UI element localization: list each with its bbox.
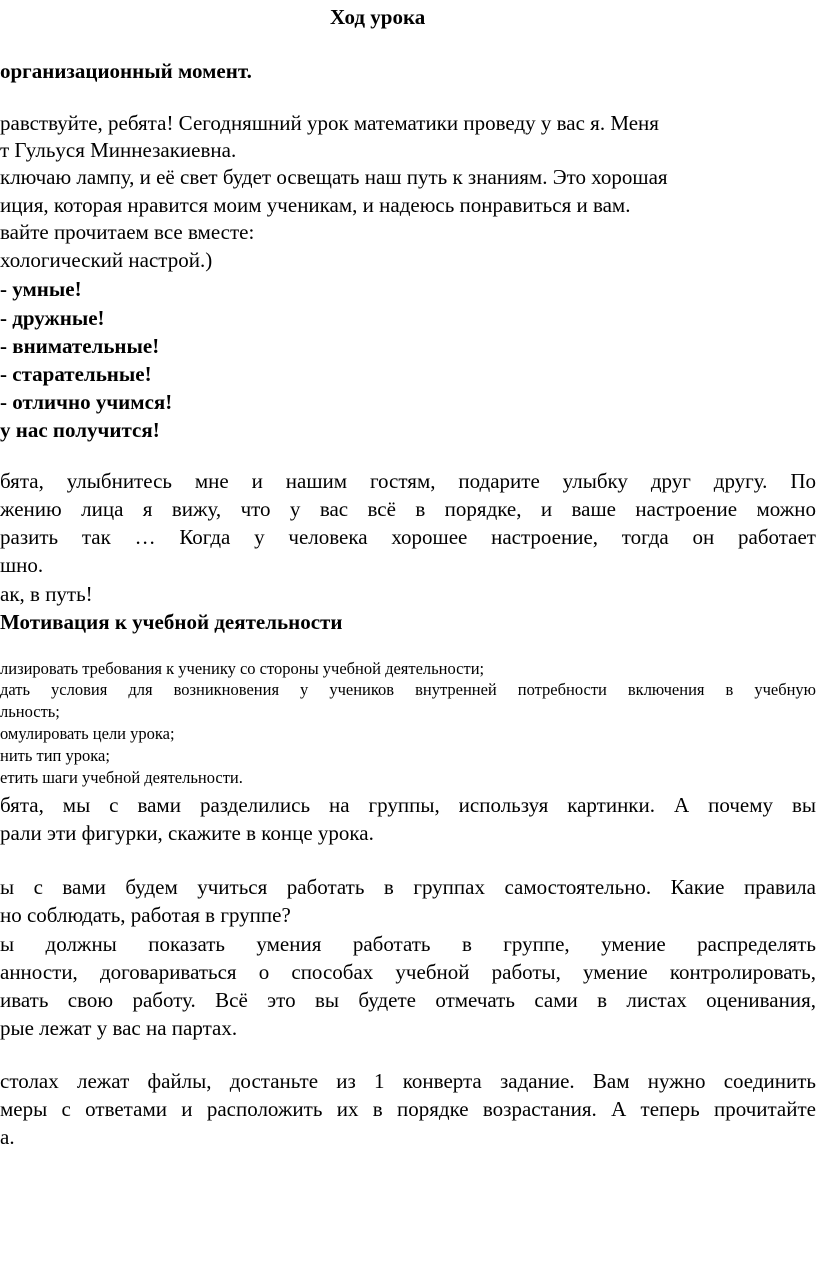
text-line: ы должны показать умения работать в группе, умение распределять bbox=[0, 932, 816, 956]
mood-line: - дружные! bbox=[0, 306, 105, 330]
mood-line: - умные! bbox=[0, 277, 82, 301]
text-line: меры с ответами и расположить их в порядке возрастания. А теперь прочитайте bbox=[0, 1097, 816, 1121]
text-line: столах лежат файлы, достаньте из 1 конверта задание. Вам нужно соединить bbox=[0, 1069, 816, 1093]
text-line: ивать свою работу. Всё это вы будете отмечать сами в листах оценивания, bbox=[0, 988, 816, 1012]
text-line: хологический настрой.) bbox=[0, 248, 213, 272]
text-line: бята, мы с вами разделились на группы, используя картинки. А почему вы bbox=[0, 793, 816, 817]
mood-line: - отлично учимся! bbox=[0, 390, 173, 414]
text-line: жению лица я вижу, что у вас всё в порядке, и ваше настроение можно bbox=[0, 497, 816, 521]
goal-item: нить тип урока; bbox=[0, 746, 110, 765]
text-line: ы с вами будем учиться работать в группах самостоятельно. Какие правила bbox=[0, 875, 816, 899]
goal-item: етить шаги учебной деятельности. bbox=[0, 768, 243, 787]
text-line: анности, договариваться о способах учебной работы, умение контролировать, bbox=[0, 960, 816, 984]
goal-item: лизировать требования к ученику со стороны учебной деятельности; bbox=[0, 659, 485, 678]
text-line: ак, в путь! bbox=[0, 582, 93, 606]
section-heading-organizational: организационный момент. bbox=[0, 59, 252, 83]
text-line: шно. bbox=[0, 553, 44, 577]
goal-item: омулировать цели урока; bbox=[0, 724, 175, 743]
text-line: рали эти фигурки, скажите в конце урока. bbox=[0, 821, 374, 845]
text-line: иция, которая нравится моим ученикам, и надеюсь понравиться и вам. bbox=[0, 193, 631, 217]
section-heading-motivation: Мотивация к учебной деятельности bbox=[0, 610, 343, 634]
mood-line: - внимательные! bbox=[0, 334, 160, 358]
text-line: равствуйте, ребята! Сегодняшний урок математики проведу у вас я. Меня bbox=[0, 111, 659, 135]
text-line: а. bbox=[0, 1125, 15, 1149]
page-title: Ход урока bbox=[330, 5, 426, 29]
mood-line: у нас получится! bbox=[0, 418, 160, 442]
goal-item: дать условия для возникновения у учеников внутренней потребности включения в учебную bbox=[0, 680, 816, 699]
mood-line: - старательные! bbox=[0, 362, 152, 386]
text-line: вайте прочитаем все вместе: bbox=[0, 220, 255, 244]
text-line: ключаю лампу, и её свет будет освещать наш путь к знаниям. Это хорошая bbox=[0, 165, 668, 189]
text-line: но соблюдать, работая в группе? bbox=[0, 903, 291, 927]
goal-item: льность; bbox=[0, 702, 60, 721]
text-line: разить так … Когда у человека хорошее настроение, тогда он работает bbox=[0, 525, 816, 549]
text-line: рые лежат у вас на партах. bbox=[0, 1016, 238, 1040]
text-line: бята, улыбнитесь мне и нашим гостям, подарите улыбку друг другу. По bbox=[0, 469, 816, 493]
text-line: т Гульуся Миннезакиевна. bbox=[0, 138, 237, 162]
